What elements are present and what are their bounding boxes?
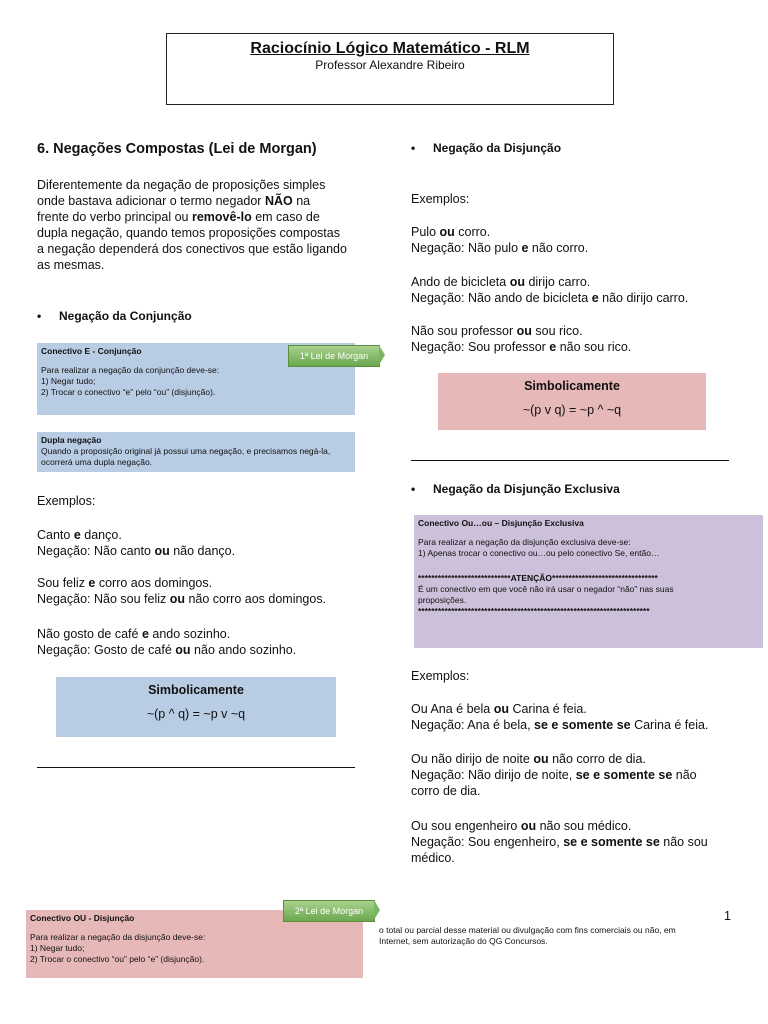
bullet-label: Negação da Conjunção [59,309,192,323]
dupla-negacao-box [37,432,355,472]
footer-line: Internet, sem autorização do QG Concursos. [379,936,548,946]
sym-title: Simbolicamente [524,379,620,393]
example-negation: Negação: Não sou feliz ou não corro aos domingos. [37,592,327,606]
box-line: Para realizar a negação da disjunção exclusiva deve-se: [418,537,631,547]
document-title: Raciocínio Lógico Matemático - RLM [250,40,530,57]
footer-note [379,925,719,947]
bullet-negacao-conjuncao [37,309,192,323]
example-text: Ando de bicicleta ou dirijo carro. [411,275,591,289]
example-negation: Negação: Não dirijo de noite, se e somente se não [411,768,697,782]
example-negation: corro de dia. [411,784,481,798]
simbolicamente-box [56,677,336,737]
disjuncao-exclusiva-box [414,515,763,648]
examples-label: Exemplos: [411,669,470,683]
examples-label: Exemplos: [37,494,96,508]
lei-morgan-2-tag: 2ª Lei de Morgan [283,900,375,922]
box-line: Para realizar a negação da conjunção deve-se: [41,365,220,375]
page-number: 1 [724,909,731,923]
footer-line: o total ou parcial desse material ou divulgação com fins comerciais ou não, em [379,925,676,935]
intro-line: onde bastava adicionar o termo negador NÃO na [37,194,311,208]
box-title: Conectivo OU - Disjunção [30,913,135,923]
bullet-label: Negação da Disjunção Exclusiva [433,482,620,496]
box-line: Quando a proposição original já possui uma negação, e precisamos negá-la, [41,446,331,456]
example-text: Ou sou engenheiro ou não sou médico. [411,819,632,833]
example-text: Ou não dirijo de noite ou não corro de dia. [411,752,646,766]
example-text: Pulo ou corro. [411,225,491,239]
example-text: Não sou professor ou sou rico. [411,324,583,338]
example-text: Canto e danço. [37,528,122,542]
bullet-label: Negação da Disjunção [433,141,562,155]
box-line: Para realizar a negação da disjunção deve-se: [30,932,206,942]
box-line: 2) Trocar o conectivo “ou” pelo “e” (disjunção). [30,954,205,964]
box-line: 2) Trocar o conectivo “e” pelo “ou” (disjunção). [41,387,216,397]
bullet-negacao-disjuncao-exclusiva [411,482,620,496]
box-title: Conectivo Ou…ou – Disjunção Exclusiva [418,518,584,528]
example-negation: Negação: Sou engenheiro, se e somente se não sou [411,835,708,849]
example-text: Sou feliz e corro aos domingos. [37,576,213,590]
attention-stars: ********************************************************************** [418,606,650,616]
simbolicamente-box [438,373,706,430]
document-header [166,33,614,105]
sym-title: Simbolicamente [148,683,244,697]
lei-morgan-1-tag: 1ª Lei de Morgan [288,345,380,367]
bullet-icon: • [411,141,416,155]
intro-line: dupla negação, quando temos proposições compostas [37,226,340,240]
document-author: Professor Alexandre Ribeiro [315,58,465,72]
divider [37,767,355,768]
example-negation: Negação: Ana é bela, se e somente se Carina é feia. [411,718,709,732]
box-title: Dupla negação [41,435,102,445]
example-negation: Negação: Sou professor e não sou rico. [411,340,632,354]
example-negation: médico. [411,851,455,865]
intro-line: as mesmas. [37,258,105,272]
bullet-negacao-disjuncao [411,141,561,155]
intro-paragraph [37,177,367,273]
sym-formula: ~(p v q) = ~p ^ ~q [522,403,622,417]
example-negation: Negação: Gosto de café ou não ando sozinho. [37,643,297,657]
section-title: 6. Negações Compostas (Lei de Morgan) [37,141,317,157]
box-line: 1) Negar tudo; [30,943,85,953]
sym-formula: ~(p ^ q) = ~p v ~q [146,707,246,721]
divider [411,460,729,461]
box-title: Conectivo E - Conjunção [41,346,142,356]
box-line: 1) Apenas trocar o conectivo ou…ou pelo conectivo Se, então… [418,548,660,558]
example-negation: Negação: Não canto ou não danço. [37,544,236,558]
example-text: Ou Ana é bela ou Carina é feia. [411,702,587,716]
bullet-icon: • [37,309,42,323]
box-line: ocorrerá uma dupla negação. [41,457,153,467]
attention-stars: ****************************ATENÇÃO******************************** [418,573,658,583]
intro-line: frente do verbo principal ou removê-lo em caso de [37,210,320,224]
example-text: Não gosto de café e ando sozinho. [37,627,231,641]
box-line: proposições. [418,595,467,605]
example-negation: Negação: Não pulo e não corro. [411,241,589,255]
examples-label: Exemplos: [411,192,470,206]
bullet-icon: • [411,482,416,496]
intro-line: Diferentemente da negação de proposições simples [37,178,326,192]
box-line: 1) Negar tudo; [41,376,96,386]
intro-line: a negação dependerá dos conectivos que estão ligando [37,242,347,256]
example-negation: Negação: Não ando de bicicleta e não dirijo carro. [411,291,689,305]
box-line: É um conectivo em que você não irá usar o negador “não” nas suas [418,584,674,594]
